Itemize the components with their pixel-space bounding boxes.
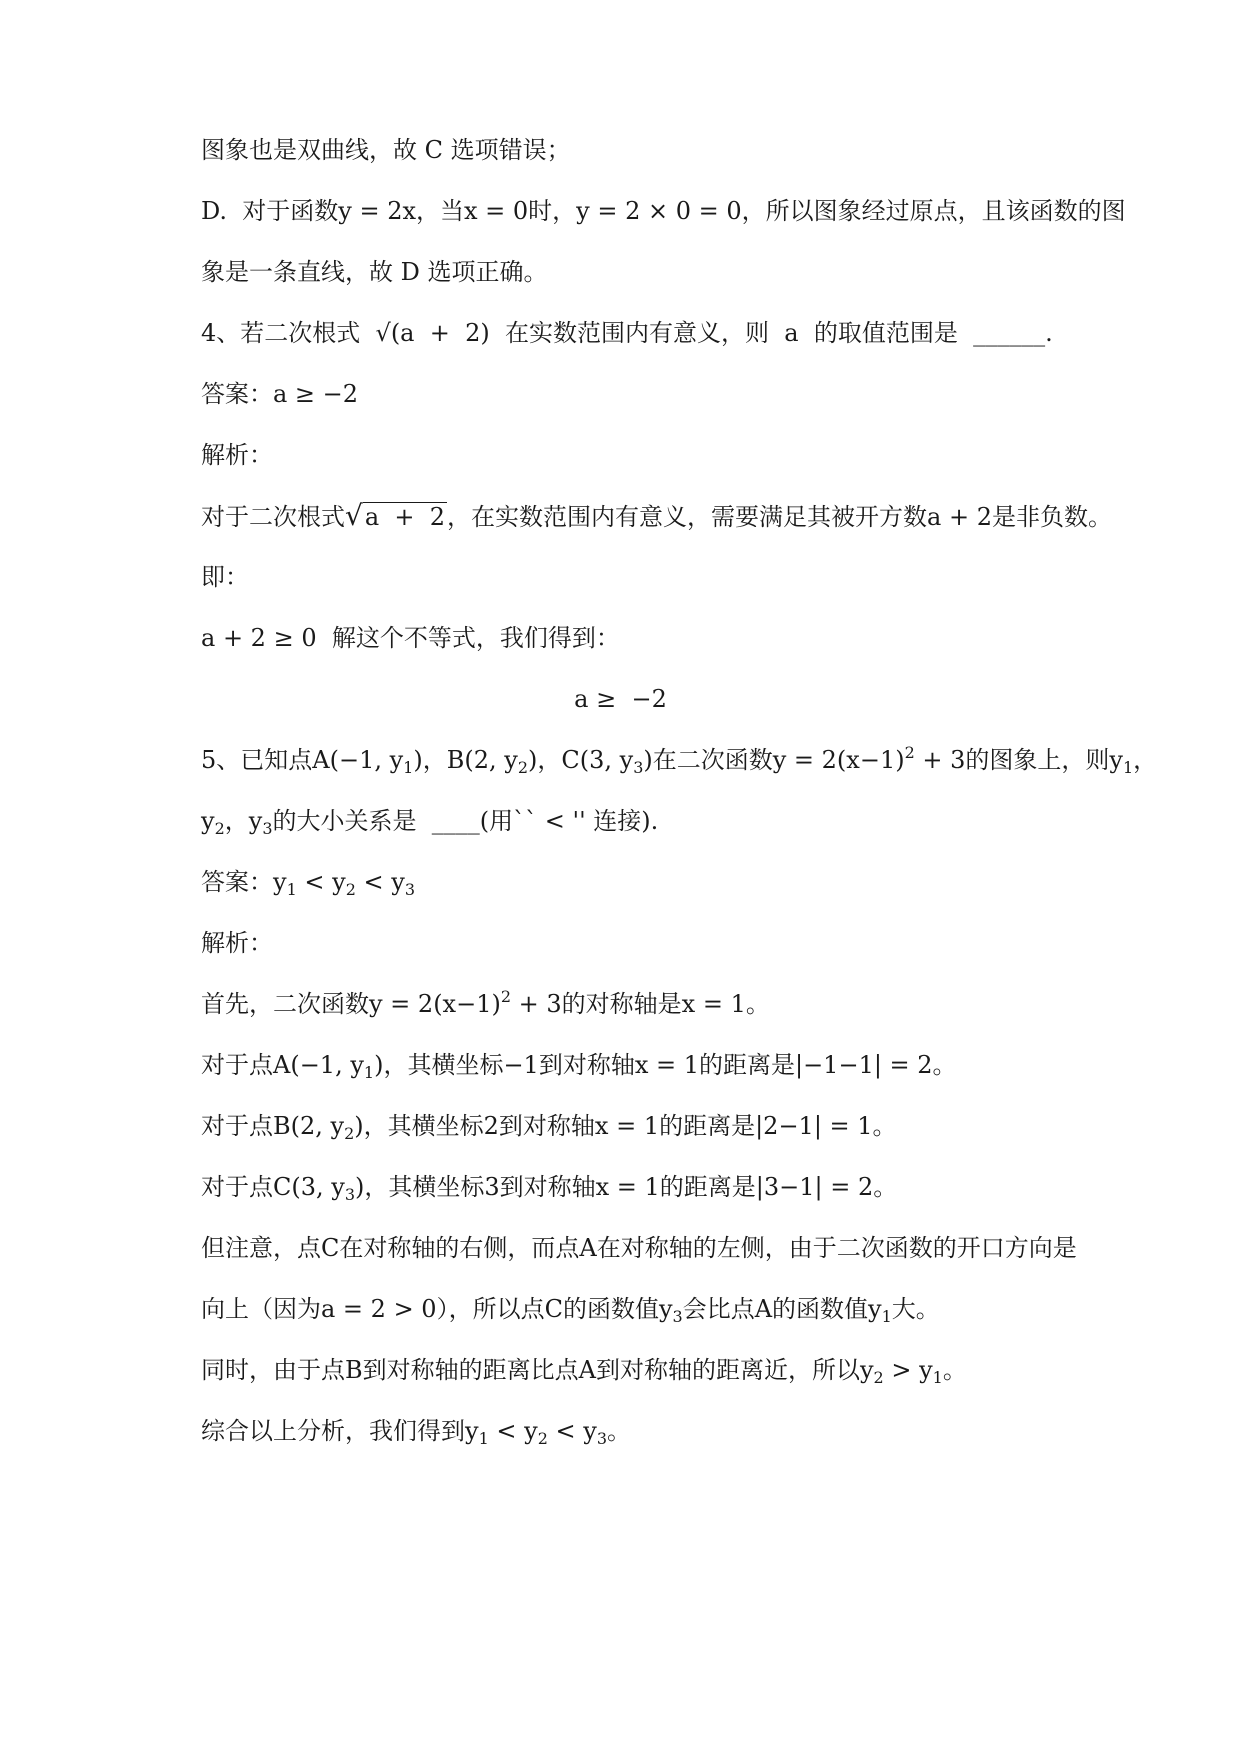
- text-line: 对于点C(3, $y_3$)，其横坐标3到对称轴x = 1的距离是|3−1| = 2。: [201, 1173, 898, 1204]
- text-line: 象是一条直线，故 D 选项正确。: [201, 258, 548, 286]
- text-line: a + 2 ≥ 0 解这个不等式，我们得到：: [201, 624, 620, 652]
- analysis-heading: 解析：: [201, 929, 273, 957]
- text-line: 但注意，点C在对称轴的右侧，而点A在对称轴的左侧，由于二次函数的开口方向是: [201, 1234, 1077, 1262]
- question-5: 5、已知点A(−1, $y_1$)，B(2, $y_2$)，C(3, $y_3$)在二次函数$y = 2(x-1)^2 + 3$的图象上，则$y_1$，: [201, 743, 1158, 777]
- text-line: D. 对于函数y = 2x，当x = 0时，y = 2 × 0 = 0，所以图象经过原点，且该函数的图: [201, 197, 1126, 225]
- text-line: 对于二次根式√a + 2，在实数范围内有意义，需要满足其被开方数a + 2是非负数。: [201, 499, 1112, 532]
- text-line: 同时，由于点B到对称轴的距离比点A到对称轴的距离近，所以$y_2 > y_1$。: [201, 1356, 967, 1387]
- text-line: 对于点A(−1, $y_1$)，其横坐标−1到对称轴x = 1的距离是|−1−1| = 2。: [201, 1051, 957, 1082]
- answer-5: 答案：$y_1 < y_2 < y_3$: [201, 868, 415, 899]
- question-4: 4、若二次根式 √(a + 2) 在实数范围内有意义，则 a 的取值范围是 ______.: [201, 319, 1053, 347]
- text-line: 即：: [201, 563, 249, 591]
- analysis-heading: 解析：: [201, 441, 273, 469]
- text-line: 向上（因为a = 2 > 0），所以点C的函数值$y_3$会比点A的函数值$y_1$大。: [201, 1295, 940, 1326]
- text-line: 图象也是双曲线，故 C 选项错误；: [201, 136, 571, 164]
- text-line: 对于点B(2, $y_2$)，其横坐标2到对称轴x = 1的距离是|2−1| = 1。: [201, 1112, 897, 1143]
- centered-equation: a ≥ −2: [574, 685, 667, 713]
- answer-4: 答案：a ≥ −2: [201, 380, 359, 408]
- question-5-cont: $y_2$，$y_3$的大小关系是 ____(用`` < '' 连接).: [201, 807, 659, 838]
- text-line: 综合以上分析，我们得到$y_1 < y_2 < y_3$。: [201, 1417, 631, 1448]
- text-line: 首先，二次函数$y = 2(x-1)^2 + 3$的对称轴是x = 1。: [201, 987, 770, 1018]
- radical-sign-icon: √: [345, 499, 363, 532]
- square-root-expression: √a + 2: [345, 499, 446, 532]
